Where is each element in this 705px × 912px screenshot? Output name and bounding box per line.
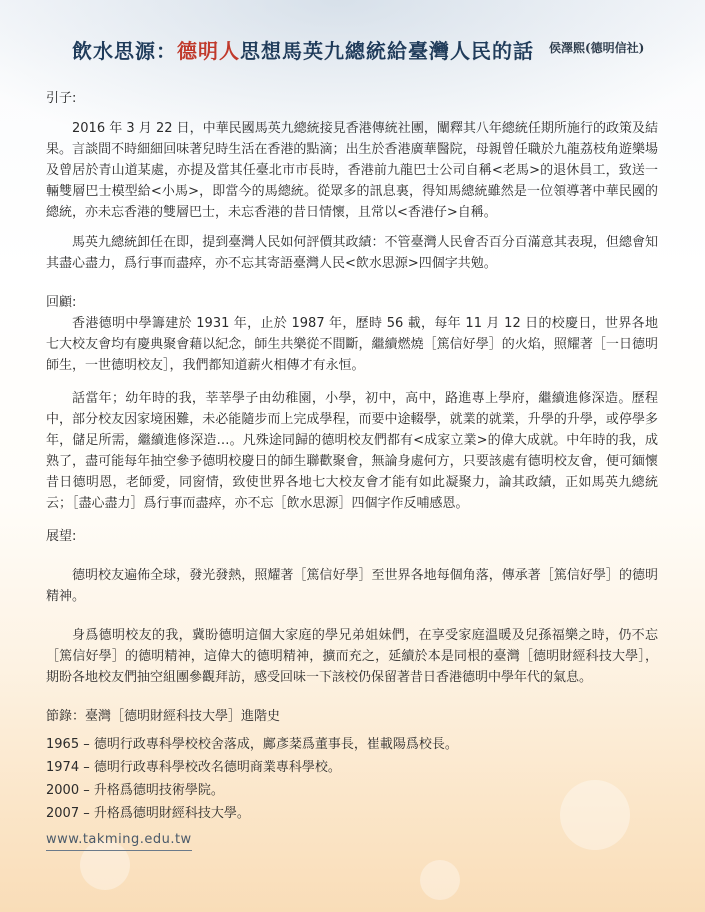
title-highlight: 德明人 — [177, 39, 240, 63]
intro-paragraph-1: 2016 年 3 月 22 日，中華民國馬英九總統接見香港傳統社團，闡釋其八年總統任期所施行的政策及結果。言談間不時細細回味著兒時生活在香港的點滴；出生於香港廣華醫院，母親曾任職於九龍荔枝角遊樂場及曾居於青山道某處，亦提及當其任臺北市市長時，香港前九龍巴士公司自稱<老馬>的退休員工，致送一輛雙層巴士模型給<小馬>，即當今的馬總統。從眾多的訊息裏，得知馬總統雖然是一位領導著中華民國的總統，亦未忘香港的雙層巴士，未忘香港的昔日情懷，且常以<香港仔>自稱。 — [46, 121, 658, 220]
intro-heading: 引子: — [46, 91, 77, 106]
article-body — [46, 88, 658, 851]
title-row — [72, 35, 672, 63]
review-paragraph-1: 香港德明中學籌建於 1931 年，止於 1987 年，歷時 56 載，每年 11 月 12 日的校慶日，世界各地七大校友會均有慶典聚會藉以紀念，師生共樂從不間斷，繼續燃燒［篤信好學］的火焰，照耀著［一日德明師生，一世德明校友］，我們都知道薪火相傳才有永恒。 — [46, 316, 658, 373]
title-part-1: 飲水思源： — [72, 39, 177, 63]
school-website-link[interactable]: www.takming.edu.tw — [46, 829, 192, 851]
review-paragraph-2: 話當年；幼年時的我，莘莘學子由幼稚園，小學，初中，高中，路進專上學府，繼續進修深造。歷程中，部分校友因家境困難，未必能隨步而上完成學程，而要中途輟學，就業的就業，升學的升學，或停學多年，儲足所需，繼續進修深造…。凡殊途同歸的德明校友們都有<成家立業>的偉大成就。中年時的我，成熟了，盡可能每年抽空參予德明校慶日的師生聯歡聚會，無論身處何方，只要該處有德明校友會，便可緬懷昔日德明恩，老師愛，同窗情，致使世界各地七大校友會才能有如此凝聚力，論其政績，正如馬英九總統云；［盡心盡力］爲行事而盡瘁，亦不忘［飲水思源］四個字作反哺感恩。 — [46, 391, 658, 511]
outlook-heading: 展望: — [46, 529, 77, 544]
title-part-2: 思想馬英九總統給臺灣人民的話 — [240, 39, 534, 63]
page-title — [72, 39, 534, 63]
author-byline: 侯澤熙(德明信社) — [549, 41, 645, 55]
timeline-list — [46, 733, 658, 825]
timeline-item: 2007 – 升格爲德明財經科技大學。 — [46, 806, 250, 821]
intro-paragraph-2: 馬英九總統卸任在即，提到臺灣人民如何評價其政績：不管臺灣人民會否百分百滿意其表現，但總會知其盡心盡力，爲行事而盡瘁，亦不忘其寄語臺灣人民<飲水思源>四個字共勉。 — [46, 235, 658, 271]
timeline-item: 1974 – 德明行政專科學校改名德明商業專科學校。 — [46, 760, 341, 775]
outlook-paragraph-2: 身爲德明校友的我，冀盼德明這個大家庭的學兄弟姐妹們，在享受家庭溫暖及兒孫福樂之時，仍不忘［篤信好學］的德明精神，這偉大的德明精神，擴而充之，延續於本是同根的臺灣［德明財經科技大學］，期盼各地校友們抽空組團參觀拜訪，感受回味一下該校仍保留著昔日香港德明中學年代的氣息。 — [46, 628, 658, 685]
outlook-paragraph-1: 德明校友遍佈全球，發光發熱，照耀著［篤信好學］至世界各地每個角落，傳承著［篤信好學］的德明精神。 — [46, 568, 658, 604]
bokeh-decoration — [420, 860, 460, 900]
excerpt-title: 節錄：臺灣［德明財經科技大學］進階史 — [46, 709, 281, 724]
timeline-item: 2000 – 升格爲德明技術學院。 — [46, 783, 224, 798]
review-heading: 回顧: — [46, 295, 77, 310]
timeline-item: 1965 – 德明行政專科學校校舍落成，鄺彥棻爲董事長，崔載陽爲校長。 — [46, 737, 458, 752]
